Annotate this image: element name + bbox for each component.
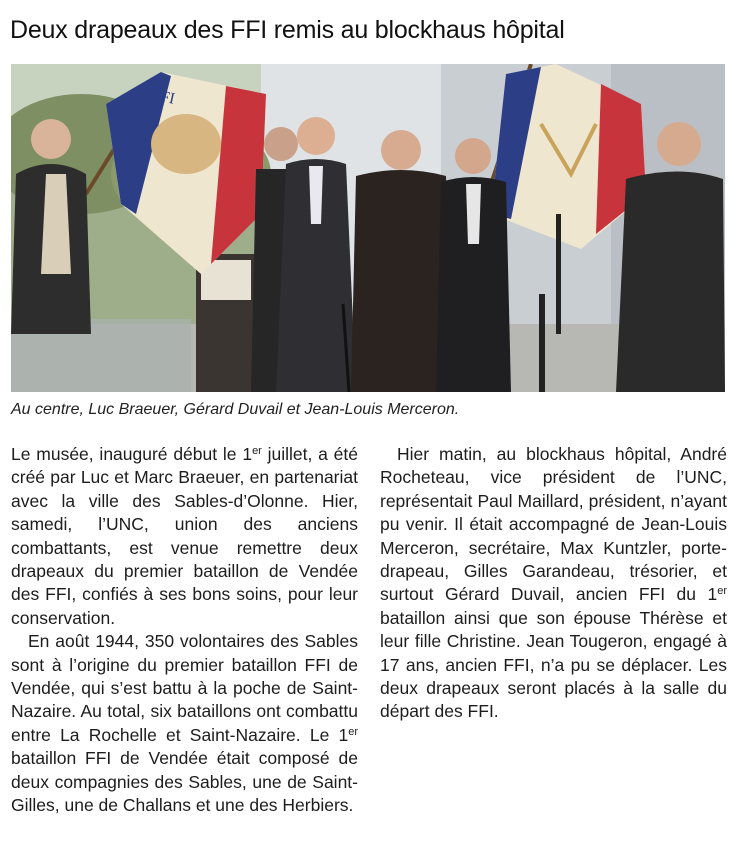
photo-illustration [11,64,725,392]
article-photo [11,64,725,392]
paragraph-3: Hier matin, au blockhaus hôpital, André Rocheteau, vice président de l’UNC, représentait Paul Maillard, président, n’ayant pu venir. Il était accompagné de Jean-Louis Merceron, secrétaire, Max Kuntzler, porte-drapeau, Gilles Garandeau, trésorier, et surtout Gérard Duvail, ancien FFI du 1er bataillon ainsi que son épouse Thérèse et leur fille Christine. Jean Tougeron, engagé à 17 ans, ancien FFI, n’a pu se déplacer. Les deux drapeaux seront placés à la salle du départ des FFI. [380,444,727,722]
article-column-left [11,443,358,818]
article-headline: Deux drapeaux des FFI remis au blockhaus hôpital [10,16,565,44]
photo-caption: Au centre, Luc Braeuer, Gérard Duvail et Jean-Louis Merceron. [11,401,460,418]
left-flag-text: FFI [150,86,177,108]
paragraph-2: En août 1944, 350 volontaires des Sables sont à l’origine du premier bataillon FFI de Vendée, qui s’est battu à la poche de Saint-Nazaire. Au total, six bataillons ont combattu entre La Rochelle et Saint-Nazaire. Le 1er bataillon FFI de Vendée était composé de deux compagnies des Sables, une de Saint-Gilles, une de Challans et une des Herbiers. [11,631,358,816]
paragraph-1: Le musée, inauguré début le 1er juillet, a été créé par Luc et Marc Braeuer, en partenariat avec la ville des Sables-d’Olonne. Hier, samedi, l’UNC, union des anciens combattants, est venue remettre deux drapeaux du premier bataillon de Vendée des FFI, confiés à ses bons soins, pour leur conservation. [11,444,359,628]
article-column-right [380,443,727,724]
